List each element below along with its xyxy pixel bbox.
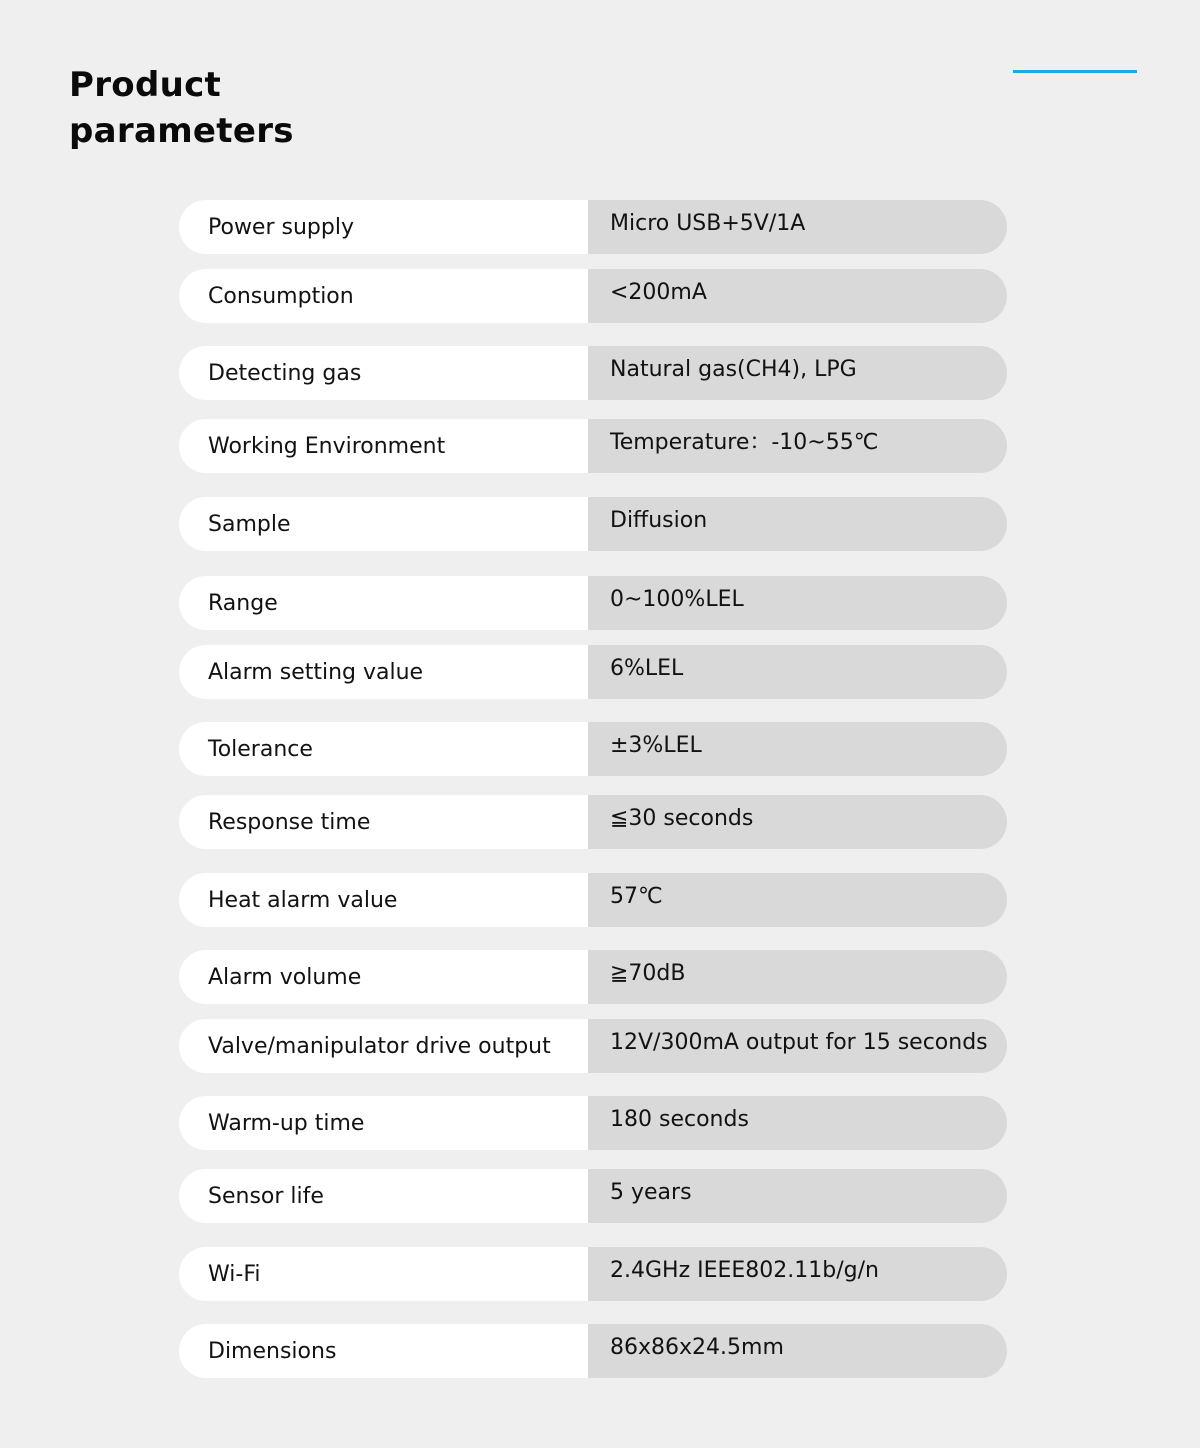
table-row [179, 645, 1007, 699]
param-value: ≦30 seconds [588, 795, 1007, 849]
table-row [179, 873, 1007, 927]
table-row [179, 1096, 1007, 1150]
param-value: 180 seconds [588, 1096, 1007, 1150]
param-value: 12V/300mA output for 15 seconds [588, 1019, 1007, 1073]
page-title [69, 62, 294, 154]
table-row [179, 576, 1007, 630]
page-title-line1: Product [69, 65, 222, 105]
param-value: Natural gas(CH4), LPG [588, 346, 1007, 400]
param-value: Diffusion [588, 497, 1007, 551]
table-row [179, 795, 1007, 849]
param-value: 86x86x24.5mm [588, 1324, 1007, 1378]
param-label: Detecting gas [179, 346, 588, 400]
page-title-line2: parameters [69, 111, 294, 151]
param-label: Sensor life [179, 1169, 588, 1223]
param-label: Range [179, 576, 588, 630]
table-row [179, 1324, 1007, 1378]
param-label: Response time [179, 795, 588, 849]
param-label: Sample [179, 497, 588, 551]
param-label: Warm-up time [179, 1096, 588, 1150]
table-row [179, 269, 1007, 323]
table-row [179, 722, 1007, 776]
table-row [179, 1247, 1007, 1301]
param-label: Tolerance [179, 722, 588, 776]
param-value: <200mA [588, 269, 1007, 323]
param-value: 6%LEL [588, 645, 1007, 699]
param-value: 5 years [588, 1169, 1007, 1223]
param-label: Heat alarm value [179, 873, 588, 927]
table-row [179, 1169, 1007, 1223]
param-label: Valve/manipulator drive output [179, 1019, 588, 1073]
table-row [179, 497, 1007, 551]
table-row [179, 346, 1007, 400]
accent-line [1013, 70, 1137, 73]
param-value: ±3%LEL [588, 722, 1007, 776]
param-label: Consumption [179, 269, 588, 323]
param-label: Alarm setting value [179, 645, 588, 699]
param-value: 57℃ [588, 873, 1007, 927]
param-label: Power supply [179, 200, 588, 254]
param-label: Wi-Fi [179, 1247, 588, 1301]
table-row [179, 950, 1007, 1004]
table-row [179, 1019, 1007, 1073]
table-row [179, 419, 1007, 473]
param-value: 0~100%LEL [588, 576, 1007, 630]
param-label: Working Environment [179, 419, 588, 473]
param-value: Micro USB+5V/1A [588, 200, 1007, 254]
table-row [179, 200, 1007, 254]
param-label: Alarm volume [179, 950, 588, 1004]
param-label: Dimensions [179, 1324, 588, 1378]
param-value: Temperature：-10~55℃ [588, 419, 1007, 473]
param-value: ≧70dB [588, 950, 1007, 1004]
param-value: 2.4GHz IEEE802.11b/g/n [588, 1247, 1007, 1301]
